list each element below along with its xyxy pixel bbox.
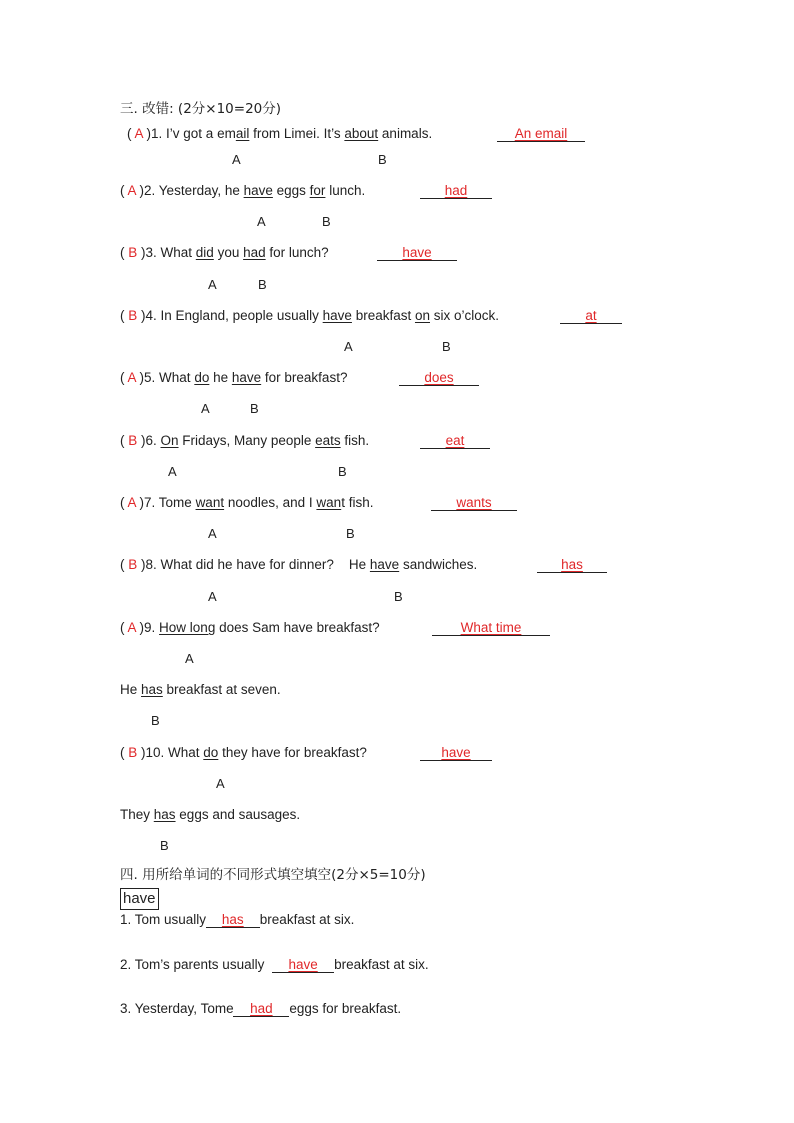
question-text: breakfast at six.	[259, 912, 355, 927]
question-text: breakfast at six.	[334, 957, 429, 972]
underlined-a: have	[243, 183, 273, 198]
question-2: ( A )2. Yesterday, he have eggs for lunch.	[120, 183, 366, 198]
label-b: B	[160, 838, 169, 853]
label-b: B	[346, 526, 355, 541]
label-a: A	[208, 589, 217, 604]
answer-choice: A	[134, 126, 143, 141]
question-4: ( B )4. In England, people usually have breakfast on six o’clock.	[120, 308, 500, 323]
answer-choice: B	[128, 433, 138, 448]
question-text: He	[120, 682, 142, 697]
underlined-a: do	[203, 745, 219, 760]
question-text: 4. In England, people usually	[145, 308, 323, 323]
fill-blank[interactable]	[272, 957, 334, 973]
question-text: 3. Yesterday, Tome	[120, 1001, 238, 1016]
label-b: B	[250, 401, 259, 416]
given-word-box: have	[120, 888, 159, 910]
underlined-b: has	[153, 807, 176, 822]
correction-text: had	[444, 183, 468, 198]
label-b: B	[258, 277, 267, 292]
underlined-b: have	[231, 370, 262, 385]
correction-text: at	[585, 308, 597, 323]
underlined-a: want	[195, 495, 225, 510]
answer-choice: A	[127, 183, 136, 198]
question-text: breakfast at seven.	[162, 682, 281, 697]
question-7: ( A )7. Tome want noodles, and I want fish.	[120, 495, 374, 510]
question-1: ( A )1. I’v got a email from Limei. It’s about animals.	[127, 126, 433, 141]
question-text: 1. Tom usually	[120, 912, 210, 927]
label-a: A	[208, 277, 217, 292]
question-text: for breakfast?	[261, 370, 348, 385]
underlined-b: has	[141, 682, 163, 697]
underlined-b: on	[414, 308, 430, 323]
answer-choice: B	[128, 557, 138, 572]
question-text: 2. Yesterday, he	[144, 183, 244, 198]
question-text: t fish.	[341, 495, 374, 510]
answer-choice: B	[128, 245, 138, 260]
question-text: 3. What	[145, 245, 196, 260]
question-text: 5. What	[144, 370, 195, 385]
label-b: B	[151, 713, 160, 728]
label-a: A	[185, 651, 194, 666]
label-b: B	[442, 339, 451, 354]
question-text: They	[120, 807, 154, 822]
answer-choice: B	[128, 745, 138, 760]
question-text: Fridays, Many people	[178, 433, 316, 448]
label-b: B	[338, 464, 347, 479]
question-text: 10. What	[145, 745, 204, 760]
correction-text: An email	[514, 126, 568, 141]
label-a: A	[208, 526, 217, 541]
correction-blank-3[interactable]	[377, 244, 457, 262]
section-3-heading: 三. 改错: (2分×10=20分)	[120, 101, 282, 117]
fill-in-2	[120, 956, 429, 974]
question-text: noodles, and I	[224, 495, 317, 510]
correction-blank-5[interactable]	[399, 369, 479, 387]
label-a: A	[216, 776, 225, 791]
answer-choice: A	[127, 495, 136, 510]
correction-blank-4[interactable]	[560, 307, 622, 325]
question-9: ( A )9. How long does Sam have breakfast?	[120, 620, 380, 635]
question-10: ( B )10. What do they have for breakfast?	[120, 745, 367, 760]
correction-blank-6[interactable]	[420, 432, 490, 450]
underlined-a: How long	[159, 620, 216, 635]
fill-answer: had	[250, 1001, 273, 1016]
question-text: breakfast	[351, 308, 415, 323]
label-b: B	[378, 152, 387, 167]
correction-text: eat	[445, 433, 465, 448]
question-3: ( B )3. What did you had for lunch?	[120, 245, 329, 260]
answer-choice: B	[128, 308, 138, 323]
fill-answer: have	[288, 957, 318, 972]
label-a: A	[232, 152, 241, 167]
question-text: you	[213, 245, 244, 260]
answer-choice: A	[127, 620, 136, 635]
question-9-line-2	[120, 681, 281, 699]
underlined-a: On	[160, 433, 179, 448]
underlined-a: have	[322, 308, 352, 323]
correction-blank-10[interactable]	[420, 744, 492, 762]
label-a: A	[201, 401, 210, 416]
underlined-b: eats	[315, 433, 341, 448]
fill-blank[interactable]	[206, 912, 260, 928]
correction-blank-1[interactable]	[497, 125, 585, 143]
question-text: 2. Tom’s parents usually	[120, 957, 269, 972]
question-text: eggs	[272, 183, 310, 198]
label-a: A	[257, 214, 266, 229]
correction-text: does	[424, 370, 454, 385]
question-text: they have for breakfast?	[218, 745, 367, 760]
question-text: does Sam have breakfast?	[215, 620, 380, 635]
question-text: six o’clock.	[430, 308, 500, 323]
fill-in-3	[120, 1000, 401, 1018]
correction-blank-7[interactable]	[431, 494, 517, 512]
underlined-a: ail	[235, 126, 250, 141]
underlined-a: do	[194, 370, 210, 385]
correction-text: have	[441, 745, 471, 760]
correction-text: wants	[456, 495, 492, 510]
question-text: 1. I’v got a em	[151, 126, 236, 141]
question-text: eggs and sausages.	[175, 807, 301, 822]
question-text: eggs for breakfast.	[289, 1001, 402, 1016]
underlined-a: did	[195, 245, 214, 260]
question-text: he	[209, 370, 232, 385]
correction-blank-2[interactable]	[420, 182, 492, 200]
underlined-b: wan	[316, 495, 342, 510]
correction-blank-9[interactable]	[432, 619, 550, 637]
section-4-heading: 四. 用所给单词的不同形式填空填空(2分×5=10分)	[120, 867, 426, 883]
underlined-b: for	[309, 183, 326, 198]
question-text: 7. Tome	[144, 495, 196, 510]
correction-blank-8[interactable]	[537, 556, 607, 574]
question-text: sandwiches.	[399, 557, 478, 572]
question-text: from Limei. It’s	[249, 126, 345, 141]
underlined-b: about	[344, 126, 379, 141]
question-text: 8. What did he have for dinner? He	[145, 557, 370, 572]
fill-in-1	[120, 911, 354, 929]
underlined-b: have	[369, 557, 400, 572]
question-text: lunch.	[325, 183, 366, 198]
correction-text: has	[561, 557, 583, 572]
label-b: B	[322, 214, 331, 229]
answer-choice: A	[127, 370, 136, 385]
underlined-b: had	[243, 245, 266, 260]
correction-text: What time	[460, 620, 522, 635]
question-text: animals.	[378, 126, 433, 141]
label-a: A	[344, 339, 353, 354]
question-text: fish.	[340, 433, 370, 448]
question-8: ( B )8. What did he have for dinner? He have sandwiches.	[120, 557, 478, 572]
correction-text: have	[402, 245, 432, 260]
question-5: ( A )5. What do he have for breakfast?	[120, 370, 348, 385]
label-b: B	[394, 589, 403, 604]
question-6: ( B )6. On Fridays, Many people eats fish.	[120, 433, 370, 448]
question-text: for lunch?	[265, 245, 329, 260]
fill-answer: has	[221, 912, 244, 927]
fill-blank[interactable]	[233, 1001, 289, 1017]
label-a: A	[168, 464, 177, 479]
question-10-line-2	[120, 806, 300, 824]
question-text: 6.	[145, 433, 161, 448]
question-text: 9.	[144, 620, 160, 635]
